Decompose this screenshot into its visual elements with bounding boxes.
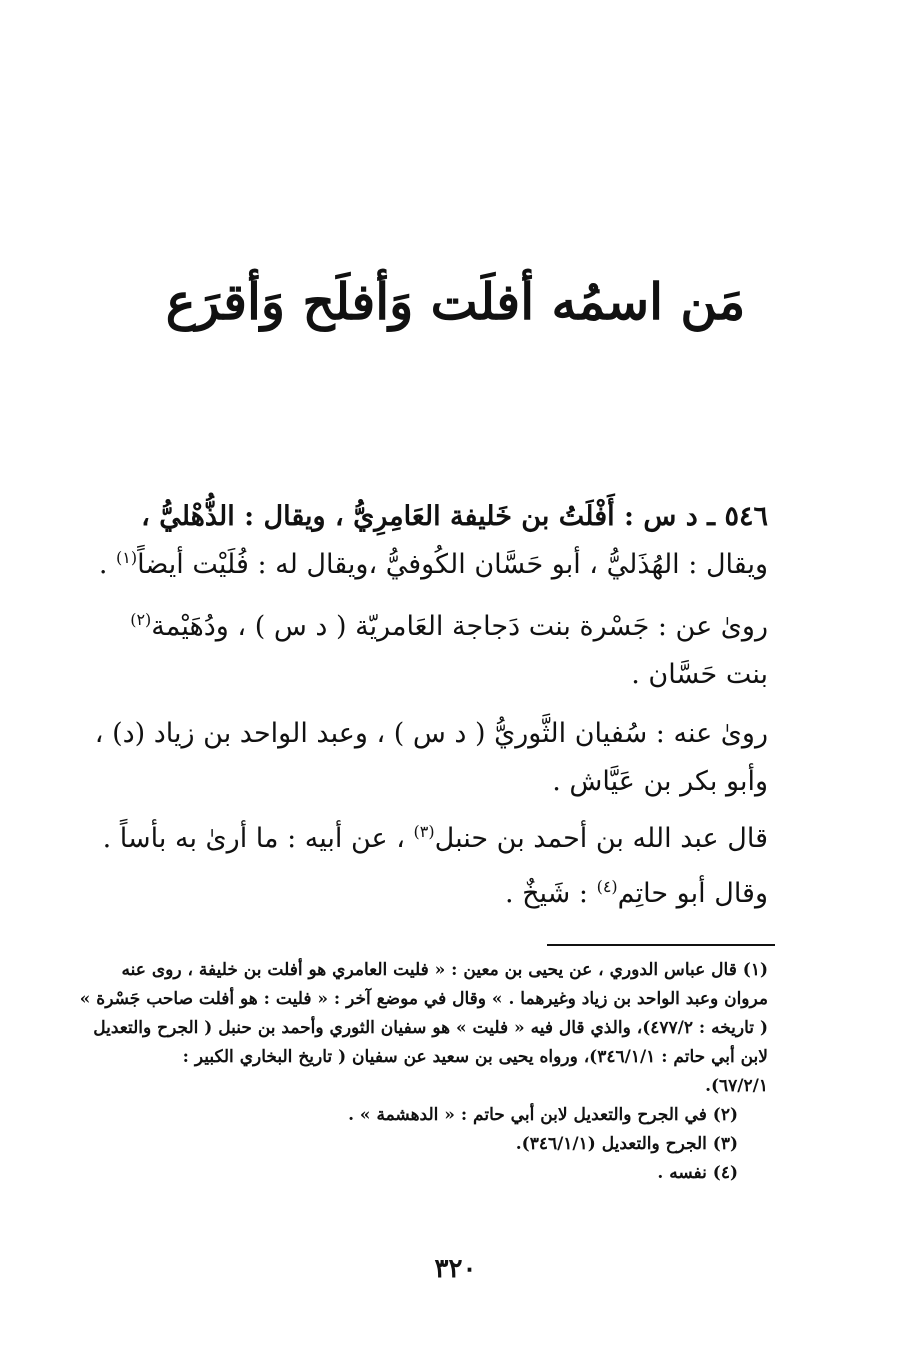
narrated-from-line-1: روىٰ عن : جَسْرة بنت دَجاجة العَامريّة ( د س ) ، ودُهَيْمة$^{(٢)}$ bbox=[130, 610, 768, 642]
footnote-1-line-4: لابن أبي حاتم : ٣٤٦/١/١)، ورواه يحيى بن سعيد عن سفيان ( تاريخ البخاري الكبير : bbox=[182, 1047, 768, 1067]
footnote-ref-4: (٤) bbox=[596, 877, 618, 896]
chapter-title: مَن اسمُه أفلَت وَأفلَح وَأقرَع bbox=[165, 272, 746, 331]
footnote-4: (٤) نفسه . bbox=[657, 1163, 738, 1183]
narrators-from-him-paragraph bbox=[84, 710, 768, 806]
footnote-1-line-5: ٦٧/٢/١). bbox=[705, 1076, 768, 1096]
entry-line-2: ويقال : الهُذَليُّ ، أبو حَسَّان الكُوفيُّ ،ويقال له : فُلَيْت أيضاً$^{(١)}$ . bbox=[98, 548, 768, 580]
footnote-1-line-1: (١) قال عباس الدوري ، عن يحيى بن معين : « فليت العامري هو أفلت بن خليفة ، روى عنه bbox=[121, 960, 768, 980]
footnote-2: (٢) في الجرح والتعديل لابن أبي حاتم : « الدهشمة » . bbox=[348, 1105, 738, 1125]
footnotes bbox=[79, 956, 768, 1188]
footnote-ref-1: (١) bbox=[116, 548, 138, 567]
footnote-1-line-2: مروان وعبد الواحد بن زياد وغيرهما . » وقال في موضع آخر : « فليت : هو أفلت صاحب جَسْرة » bbox=[79, 989, 768, 1009]
footnote-divider bbox=[547, 944, 775, 946]
narrated-from-line-2: بنت حَسَّان . bbox=[631, 659, 768, 690]
entry-line-1: ٥٤٦ ـ د س : أَفْلَتُ بن خَليفة العَامِرِيُّ ، ويقال : الذُّهْليُّ ، bbox=[141, 501, 768, 532]
footnote-3: (٣) الجرح والتعديل (٣٤٦/١/١). bbox=[515, 1134, 738, 1154]
page-number: ٣٢٠ bbox=[434, 1254, 477, 1284]
narrators-line-2: وأبو بكر بن عَيَّاش . bbox=[552, 766, 768, 797]
footnote-1-line-3: ( تاريخه : ٤٧٧/٢)، والذي قال فيه « فليت » هو سفيان الثوري وأحمد بن حنبل ( الجرح والتعديل bbox=[93, 1018, 768, 1038]
narrators-line-1: روىٰ عنه : سُفيان الثَّوريُّ ( د س ) ، وعبد الواحد بن زياد (د) ، bbox=[94, 718, 768, 749]
biography-entry bbox=[84, 493, 768, 589]
narrated-from-paragraph bbox=[84, 603, 768, 699]
footnote-ref-3: (٣) bbox=[413, 822, 435, 841]
ahmad-statement-paragraph: قال عبد الله بن أحمد بن حنبل$^{(٣)}$ ، عن أبيه : ما أرىٰ به بأساً . bbox=[102, 822, 768, 854]
footnote-ref-2: (٢) bbox=[130, 610, 152, 629]
abu-hatim-statement-paragraph: وقال أبو حاتِم$^{(٤)}$ : شَيخٌ . bbox=[504, 877, 768, 909]
